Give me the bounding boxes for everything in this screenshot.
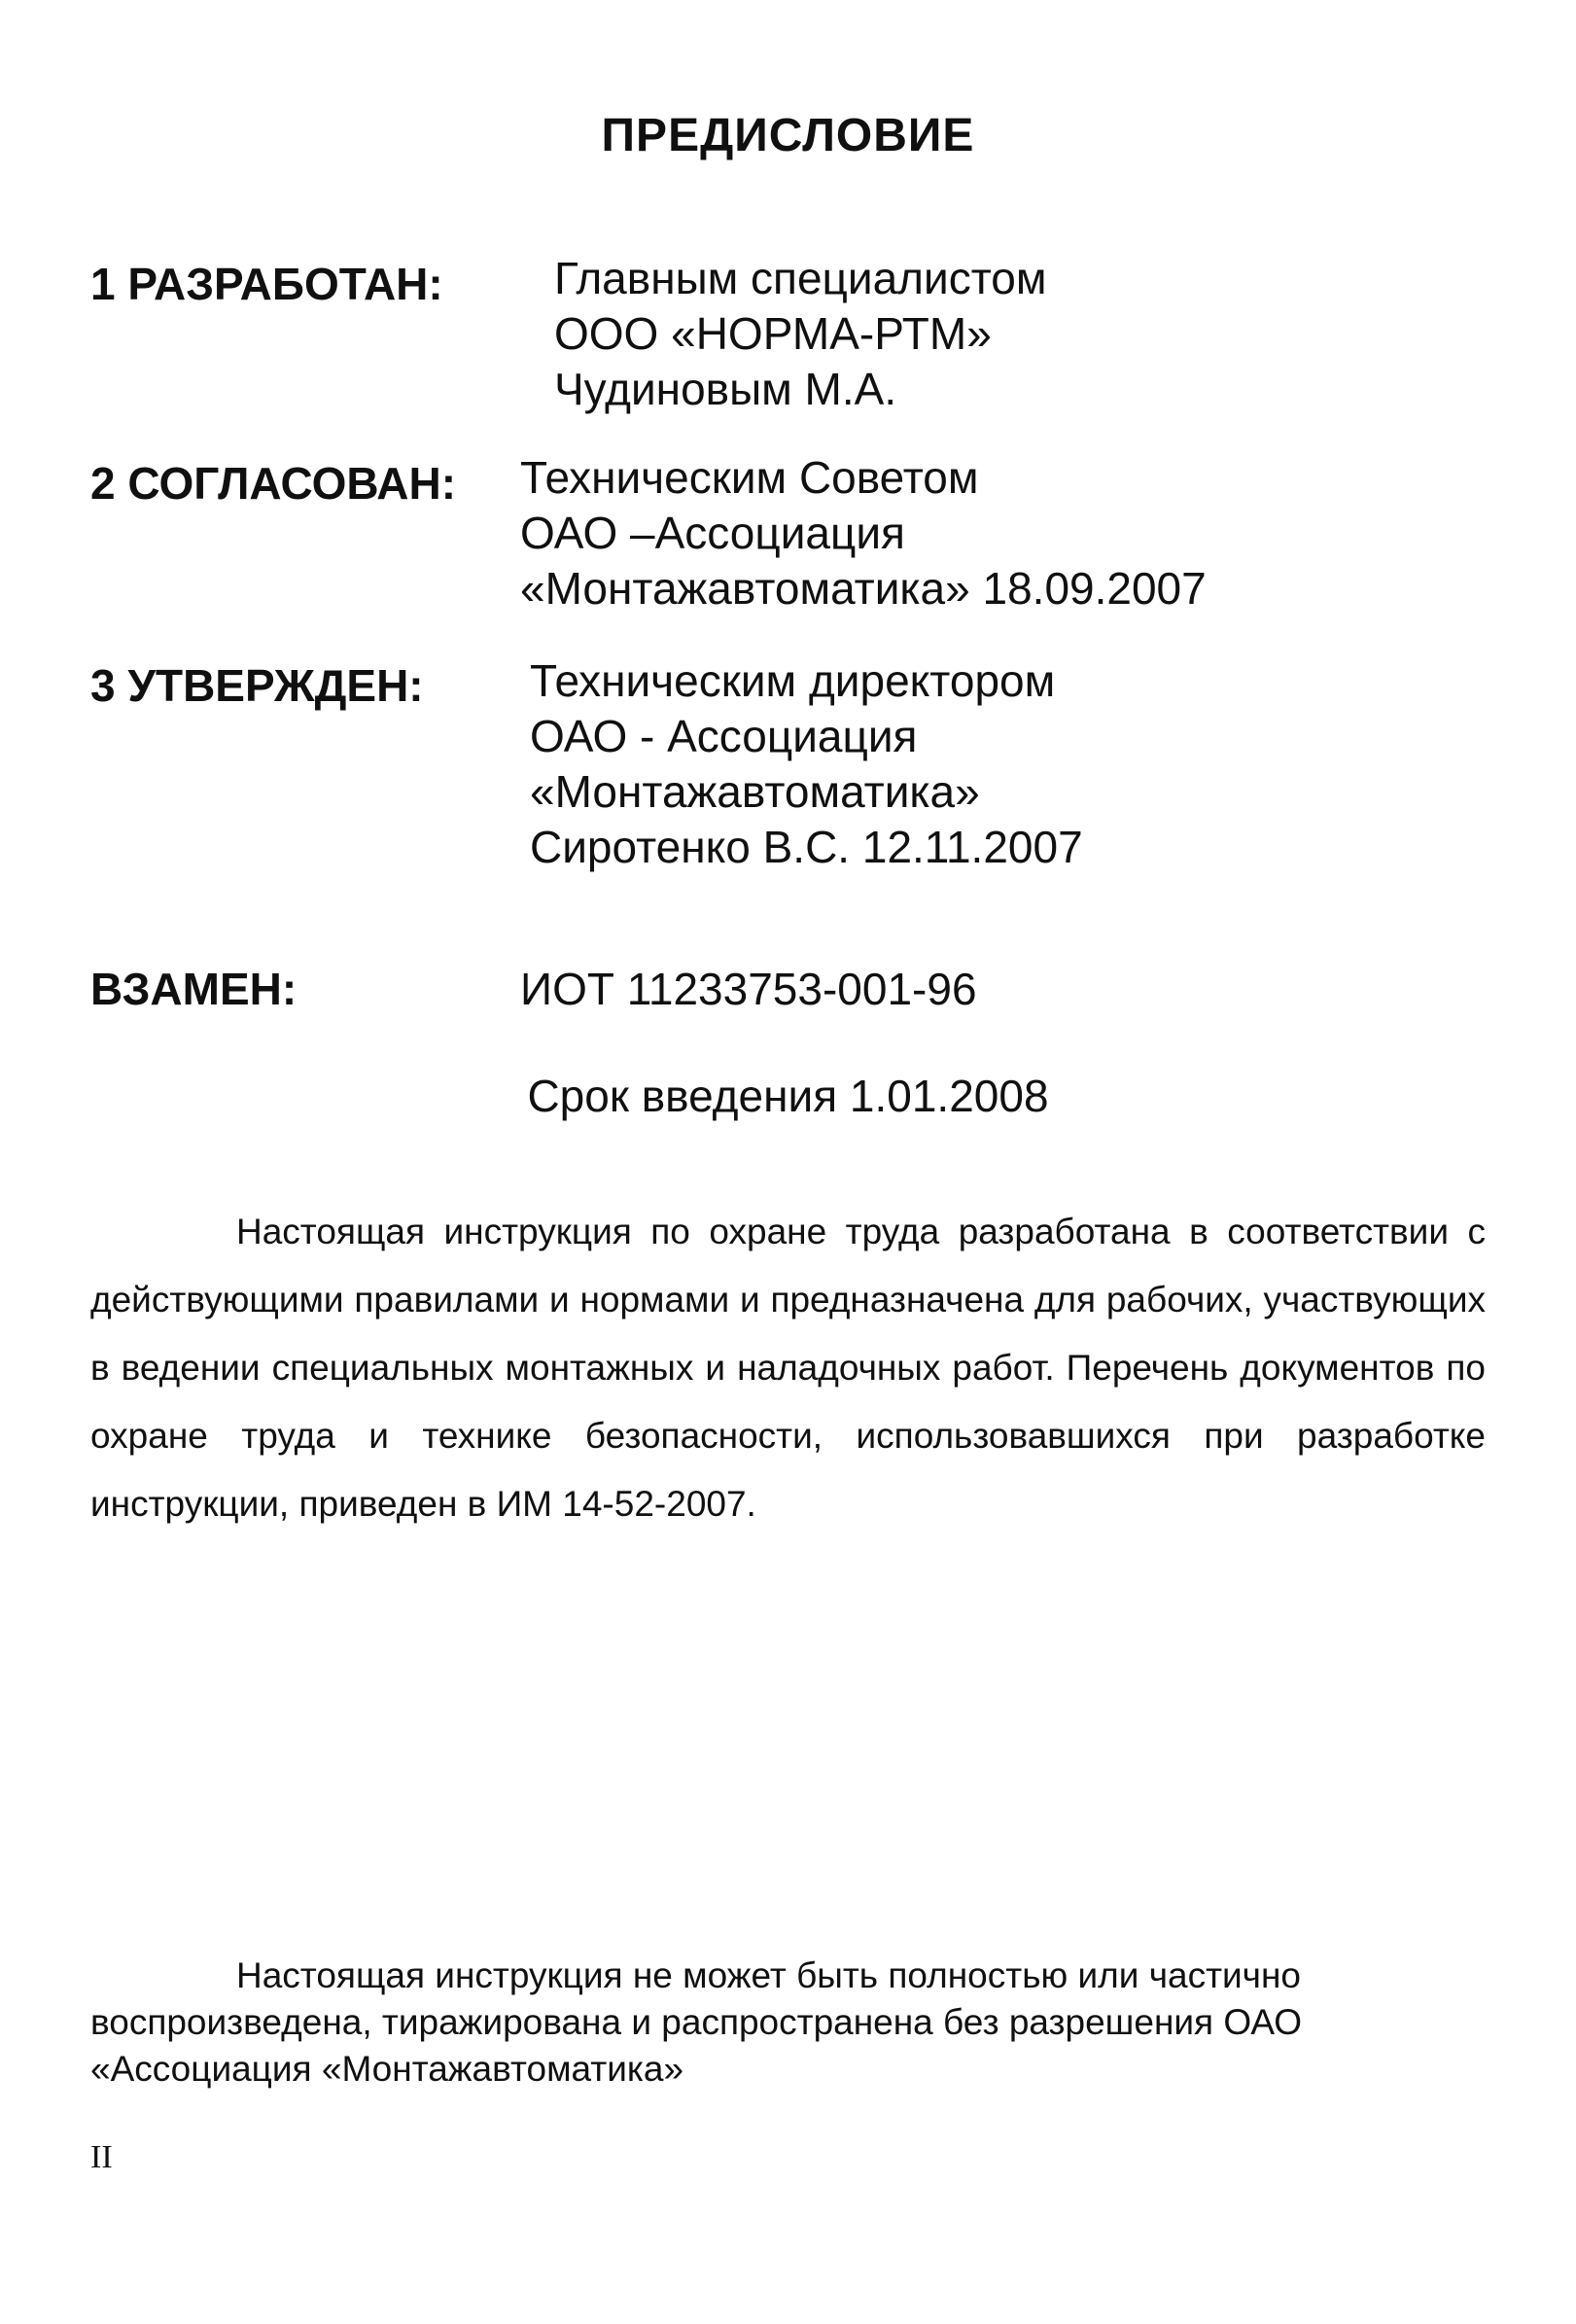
developed-by-value	[554, 251, 1046, 417]
copyright-notice	[90, 1953, 1481, 2093]
replaces-value: ИОТ 11233753-001-96	[520, 964, 977, 1014]
agreed-by-value	[520, 450, 1207, 616]
document-title: ПРЕДИСЛОВИЕ	[601, 110, 975, 161]
developed-by-line: Чудиновым М.А.	[554, 364, 897, 414]
developed-by-label: 1 РАЗРАБОТАН:	[90, 259, 443, 309]
developed-by-line: Главным специалистом	[554, 253, 1047, 303]
page-number: II	[90, 2139, 113, 2175]
approved-by-line: Техническим директором	[530, 655, 1056, 706]
intro-paragraph-text: Настоящая инструкция по охране труда разработана в соответствии с действующими правилами и нормами и предназначена для рабочих, участвующих в ведении специальных монтажных и наладочных работ. Перечень документов по охране труда и технике безопасности, использовавшихся при разработке инструкции, приведен в ИМ 14-52-2007.	[90, 1212, 1486, 1524]
agreed-by-line: Техническим Советом	[520, 452, 979, 503]
intro-paragraph	[90, 1198, 1486, 1538]
agreed-by-line: ОАО –Ассоциация	[520, 508, 905, 558]
developed-by-line: ООО «НОРМА-РТМ»	[554, 308, 992, 359]
effective-date: Срок введения 1.01.2008	[527, 1071, 1049, 1121]
agreed-by-line: «Монтажавтоматика» 18.09.2007	[520, 563, 1207, 614]
approved-by-line: Сиротенко В.С. 12.11.2007	[530, 822, 1083, 872]
approved-by-label: 3 УТВЕРЖДЕН:	[90, 660, 424, 711]
agreed-by-label: 2 СОГЛАСОВАН:	[90, 458, 457, 509]
approved-by-line: ОАО - Ассоциация	[530, 711, 918, 761]
replaces-label: ВЗАМЕН:	[90, 964, 298, 1014]
copyright-notice-text: Настоящая инструкция не может быть полностью или частично воспроизведена, тиражирована и распространена без разрешения ОАО «Ассоциация «Монтажавтоматика»	[90, 1955, 1302, 2089]
approved-by-line: «Монтажавтоматика»	[530, 766, 980, 817]
approved-by-value	[530, 653, 1083, 875]
